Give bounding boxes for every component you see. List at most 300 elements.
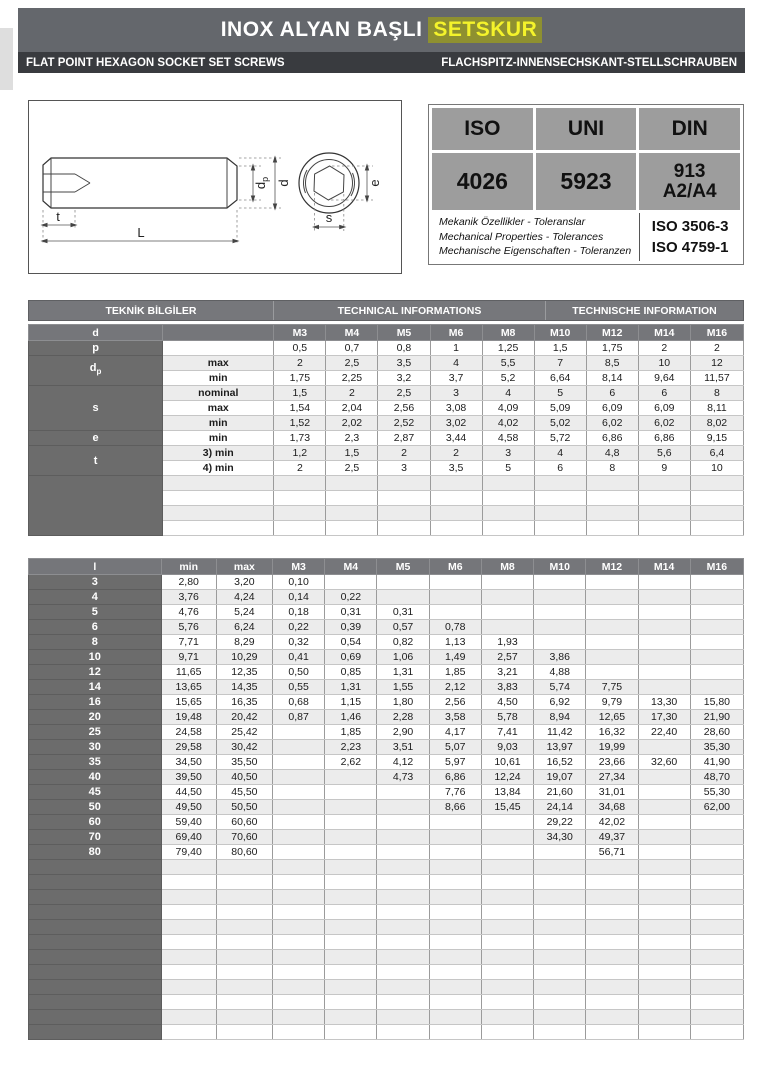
- value-cell: 0,57: [377, 620, 429, 635]
- value-cell: [481, 920, 533, 935]
- value-cell: [274, 521, 326, 536]
- standard-code-uni: 5923: [536, 153, 637, 210]
- set-screw-drawing: [29, 101, 399, 271]
- standard-code-iso: 4026: [432, 153, 533, 210]
- value-cell: [534, 521, 586, 536]
- value-cell: [429, 860, 481, 875]
- value-cell: 9: [638, 461, 690, 476]
- value-cell: 6: [586, 386, 638, 401]
- value-cell: 7,41: [481, 725, 533, 740]
- value-cell: [638, 620, 690, 635]
- din-grade: A2/A4: [662, 180, 717, 202]
- value-cell: [638, 995, 690, 1010]
- min-cell: 79,40: [161, 845, 216, 860]
- min-cell: 3,76: [161, 590, 216, 605]
- max-cell: 45,50: [216, 785, 272, 800]
- min-cell: 11,65: [161, 665, 216, 680]
- length-label: [29, 920, 162, 935]
- e-dimension-label: e: [367, 179, 382, 187]
- subtitle-bar: [18, 52, 745, 73]
- value-cell: 3: [430, 386, 482, 401]
- screw-end-view: [299, 153, 359, 213]
- value-cell: 2: [274, 356, 326, 371]
- value-cell: 5,97: [429, 755, 481, 770]
- max-cell: 40,50: [216, 770, 272, 785]
- value-cell: [161, 965, 216, 980]
- length-label: [29, 905, 162, 920]
- row-label: s: [29, 386, 163, 431]
- value-cell: [161, 1025, 216, 1040]
- length-table-section: [28, 558, 744, 1040]
- value-cell: [481, 845, 533, 860]
- sub-label: [163, 521, 274, 536]
- value-cell: [325, 905, 377, 920]
- length-label: 14: [29, 680, 162, 695]
- value-cell: [586, 995, 638, 1010]
- value-cell: 49,37: [586, 830, 638, 845]
- s-dimension-label: s: [325, 210, 333, 225]
- value-cell: [534, 920, 586, 935]
- din-number: 913: [673, 160, 706, 182]
- max-cell: 50,50: [216, 800, 272, 815]
- value-cell: [586, 605, 638, 620]
- value-cell: 1,85: [429, 665, 481, 680]
- value-cell: [273, 980, 325, 995]
- value-cell: 3: [378, 461, 430, 476]
- value-cell: [216, 860, 272, 875]
- value-cell: [586, 890, 638, 905]
- subtitle-en: FLAT POINT HEXAGON SOCKET SET SCREWS: [26, 56, 285, 69]
- value-cell: 48,70: [690, 770, 743, 785]
- value-cell: [690, 476, 743, 491]
- value-cell: 3,44: [430, 431, 482, 446]
- length-label: [29, 995, 162, 1010]
- value-cell: 4,02: [482, 416, 534, 431]
- value-cell: [690, 1025, 743, 1040]
- value-cell: [325, 920, 377, 935]
- value-cell: 1,31: [377, 665, 429, 680]
- value-cell: 2: [430, 446, 482, 461]
- value-cell: 3,5: [378, 356, 430, 371]
- value-cell: 1,85: [325, 725, 377, 740]
- empty-row: [29, 1010, 744, 1025]
- value-cell: [481, 995, 533, 1010]
- value-cell: [586, 521, 638, 536]
- size-header: M4: [325, 559, 377, 575]
- value-cell: 7,76: [429, 785, 481, 800]
- value-cell: [638, 860, 690, 875]
- value-cell: [216, 1010, 272, 1025]
- length-row: [29, 695, 744, 710]
- value-cell: [429, 845, 481, 860]
- value-cell: [325, 995, 377, 1010]
- value-cell: [377, 950, 429, 965]
- size-header: M12: [586, 559, 638, 575]
- value-cell: 4,58: [482, 431, 534, 446]
- value-cell: 0,18: [273, 605, 325, 620]
- length-label: 35: [29, 755, 162, 770]
- section-title-tr: TEKNİK BİLGİLER: [29, 301, 274, 320]
- value-cell: [690, 1010, 743, 1025]
- min-cell: 44,50: [161, 785, 216, 800]
- value-cell: 6,4: [690, 446, 743, 461]
- value-cell: [638, 491, 690, 506]
- value-cell: 1,73: [274, 431, 326, 446]
- length-row: [29, 725, 744, 740]
- value-cell: 12,24: [481, 770, 533, 785]
- empty-row: [29, 980, 744, 995]
- max-cell: 5,24: [216, 605, 272, 620]
- value-cell: 2,5: [326, 356, 378, 371]
- value-cell: 3,51: [377, 740, 429, 755]
- value-cell: 3,21: [481, 665, 533, 680]
- value-cell: [638, 521, 690, 536]
- value-cell: [586, 860, 638, 875]
- sub-label: min: [163, 416, 274, 431]
- value-cell: 35,30: [690, 740, 743, 755]
- value-cell: [430, 491, 482, 506]
- value-cell: 2,12: [429, 680, 481, 695]
- value-cell: 24,14: [534, 800, 586, 815]
- spec-row: [29, 356, 744, 371]
- length-row: [29, 710, 744, 725]
- length-dimensions: [43, 209, 237, 245]
- value-cell: [273, 800, 325, 815]
- value-cell: [273, 935, 325, 950]
- value-cell: 6,09: [586, 401, 638, 416]
- value-cell: [481, 890, 533, 905]
- value-cell: [534, 491, 586, 506]
- size-header: M16: [690, 559, 743, 575]
- value-cell: [430, 476, 482, 491]
- value-cell: [273, 890, 325, 905]
- value-cell: [638, 605, 690, 620]
- size-header: M10: [534, 325, 586, 341]
- sub-label: 4) min: [163, 461, 274, 476]
- value-cell: [429, 605, 481, 620]
- value-cell: 6,86: [586, 431, 638, 446]
- value-cell: [638, 935, 690, 950]
- value-cell: 15,45: [481, 800, 533, 815]
- value-cell: 3,02: [430, 416, 482, 431]
- value-cell: [586, 650, 638, 665]
- value-cell: 1,25: [482, 341, 534, 356]
- value-cell: 5,5: [482, 356, 534, 371]
- length-label: 25: [29, 725, 162, 740]
- max-cell: 3,20: [216, 575, 272, 590]
- diameter-dimensions: [239, 158, 291, 208]
- value-cell: [429, 1025, 481, 1040]
- value-cell: [378, 476, 430, 491]
- value-cell: 2,56: [429, 695, 481, 710]
- value-cell: 0,31: [377, 605, 429, 620]
- value-cell: 1,5: [326, 446, 378, 461]
- length-label: 50: [29, 800, 162, 815]
- value-cell: 32,60: [638, 755, 690, 770]
- value-cell: [429, 890, 481, 905]
- row-label: p: [29, 341, 163, 356]
- value-cell: 2,3: [326, 431, 378, 446]
- value-cell: [534, 575, 586, 590]
- length-row: [29, 605, 744, 620]
- value-cell: [273, 815, 325, 830]
- technical-drawing: [28, 100, 402, 274]
- value-cell: 5: [534, 386, 586, 401]
- size-header: M3: [274, 325, 326, 341]
- value-cell: 4: [430, 356, 482, 371]
- sub-label: [163, 341, 274, 356]
- value-cell: [586, 590, 638, 605]
- value-cell: [325, 950, 377, 965]
- value-cell: 1,75: [586, 341, 638, 356]
- length-label: 70: [29, 830, 162, 845]
- min-cell: 59,40: [161, 815, 216, 830]
- max-cell: 80,60: [216, 845, 272, 860]
- length-label: [29, 1010, 162, 1025]
- row-label: e: [29, 431, 163, 446]
- value-cell: [429, 590, 481, 605]
- value-cell: 6,02: [586, 416, 638, 431]
- value-cell: [274, 491, 326, 506]
- length-row: [29, 680, 744, 695]
- length-label: [29, 1025, 162, 1040]
- value-cell: 29,22: [534, 815, 586, 830]
- empty-row: [29, 965, 744, 980]
- value-cell: [638, 650, 690, 665]
- size-header: M4: [326, 325, 378, 341]
- value-cell: [325, 845, 377, 860]
- value-cell: [638, 950, 690, 965]
- value-cell: [481, 1025, 533, 1040]
- row-label-subscript: p: [96, 367, 102, 377]
- value-cell: 1,2: [274, 446, 326, 461]
- value-cell: 5,74: [534, 680, 586, 695]
- value-cell: 6,86: [638, 431, 690, 446]
- value-cell: [690, 860, 743, 875]
- value-cell: 1,06: [377, 650, 429, 665]
- value-cell: [377, 1010, 429, 1025]
- value-cell: 8,14: [586, 371, 638, 386]
- value-cell: [377, 920, 429, 935]
- value-cell: 1,75: [274, 371, 326, 386]
- value-cell: [325, 1025, 377, 1040]
- value-cell: [377, 905, 429, 920]
- value-cell: [690, 875, 743, 890]
- value-cell: 0,8: [378, 341, 430, 356]
- min-cell: 49,50: [161, 800, 216, 815]
- value-cell: 1,55: [377, 680, 429, 695]
- max-cell: 14,35: [216, 680, 272, 695]
- corner-label-d: d: [29, 325, 163, 341]
- size-header: M8: [481, 559, 533, 575]
- value-cell: [534, 620, 586, 635]
- value-cell: [534, 506, 586, 521]
- value-cell: [216, 905, 272, 920]
- spec-row: [29, 431, 744, 446]
- value-cell: [325, 770, 377, 785]
- value-cell: [534, 635, 586, 650]
- length-label: 4: [29, 590, 162, 605]
- value-cell: [534, 476, 586, 491]
- value-cell: [690, 665, 743, 680]
- size-header: M3: [273, 559, 325, 575]
- value-cell: [273, 950, 325, 965]
- value-cell: [377, 875, 429, 890]
- t-dimension-label: t: [56, 209, 60, 224]
- value-cell: 41,90: [690, 755, 743, 770]
- value-cell: 13,30: [638, 695, 690, 710]
- value-cell: [638, 920, 690, 935]
- value-cell: 0,7: [326, 341, 378, 356]
- value-cell: 7: [534, 356, 586, 371]
- min-cell: 34,50: [161, 755, 216, 770]
- value-cell: [377, 1025, 429, 1040]
- empty-row: [29, 875, 744, 890]
- value-cell: 2,5: [326, 461, 378, 476]
- value-cell: [273, 755, 325, 770]
- value-cell: [638, 770, 690, 785]
- value-cell: [273, 1025, 325, 1040]
- value-cell: [273, 995, 325, 1010]
- value-cell: [586, 575, 638, 590]
- value-cell: 8,02: [690, 416, 743, 431]
- value-cell: [161, 905, 216, 920]
- value-cell: [377, 890, 429, 905]
- value-cell: [377, 845, 429, 860]
- value-cell: 56,71: [586, 845, 638, 860]
- title-text: INOX ALYAN BAŞLI: [220, 18, 423, 41]
- value-cell: 4,50: [481, 695, 533, 710]
- value-cell: [638, 830, 690, 845]
- value-cell: [482, 476, 534, 491]
- empty-row: [29, 920, 744, 935]
- value-cell: [690, 980, 743, 995]
- value-cell: [638, 575, 690, 590]
- value-cell: [326, 521, 378, 536]
- value-cell: [638, 506, 690, 521]
- empty-row: [29, 950, 744, 965]
- empty-row: [29, 995, 744, 1010]
- value-cell: [638, 590, 690, 605]
- value-cell: [377, 590, 429, 605]
- value-cell: 2,23: [325, 740, 377, 755]
- value-cell: 8,66: [429, 800, 481, 815]
- length-label: [29, 860, 162, 875]
- length-label: 45: [29, 785, 162, 800]
- iso-ref-1: ISO 3506-3: [651, 218, 729, 235]
- value-cell: [534, 950, 586, 965]
- value-cell: [325, 785, 377, 800]
- value-cell: [690, 521, 743, 536]
- value-cell: [638, 785, 690, 800]
- value-cell: [690, 605, 743, 620]
- value-cell: [586, 635, 638, 650]
- value-cell: 55,30: [690, 785, 743, 800]
- value-cell: [534, 980, 586, 995]
- value-cell: 9,03: [481, 740, 533, 755]
- tolerance-col-header: min: [161, 559, 216, 575]
- value-cell: 2,56: [378, 401, 430, 416]
- length-label: [29, 950, 162, 965]
- length-row: [29, 830, 744, 845]
- min-cell: 69,40: [161, 830, 216, 845]
- max-cell: 6,24: [216, 620, 272, 635]
- value-cell: [273, 725, 325, 740]
- value-cell: [325, 815, 377, 830]
- value-cell: 0,82: [377, 635, 429, 650]
- value-cell: 22,40: [638, 725, 690, 740]
- value-cell: [586, 950, 638, 965]
- min-cell: 9,71: [161, 650, 216, 665]
- max-cell: 8,29: [216, 635, 272, 650]
- value-cell: [161, 1010, 216, 1025]
- value-cell: [586, 875, 638, 890]
- sub-label: [163, 506, 274, 521]
- value-cell: 6,09: [638, 401, 690, 416]
- value-cell: 2,04: [326, 401, 378, 416]
- row-label: t: [29, 446, 163, 476]
- value-cell: 3,2: [378, 371, 430, 386]
- value-cell: 9,64: [638, 371, 690, 386]
- sub-label: [163, 476, 274, 491]
- value-cell: 7,75: [586, 680, 638, 695]
- value-cell: [586, 980, 638, 995]
- length-label: [29, 935, 162, 950]
- value-cell: [534, 935, 586, 950]
- value-cell: [534, 1025, 586, 1040]
- value-cell: 1,49: [429, 650, 481, 665]
- length-label: 5: [29, 605, 162, 620]
- value-cell: [690, 905, 743, 920]
- value-cell: [325, 800, 377, 815]
- value-cell: [429, 575, 481, 590]
- value-cell: [216, 965, 272, 980]
- value-cell: [690, 950, 743, 965]
- value-cell: 13,97: [534, 740, 586, 755]
- value-cell: [482, 491, 534, 506]
- value-cell: 11,42: [534, 725, 586, 740]
- value-cell: 2,28: [377, 710, 429, 725]
- end-view-dimensions: [314, 166, 382, 231]
- title-highlight: SETSKUR: [428, 17, 542, 43]
- value-cell: 15,80: [690, 695, 743, 710]
- sub-label: max: [163, 356, 274, 371]
- note-de: Mechanische Eigenschaften - Toleranzen: [439, 245, 632, 258]
- value-cell: 0,85: [325, 665, 377, 680]
- mechanical-properties-notes: [432, 213, 636, 261]
- value-cell: 1,46: [325, 710, 377, 725]
- size-header: M6: [430, 325, 482, 341]
- value-cell: [586, 506, 638, 521]
- value-cell: [638, 680, 690, 695]
- length-label: 60: [29, 815, 162, 830]
- value-cell: 1,52: [274, 416, 326, 431]
- standard-code-din: [639, 153, 740, 210]
- value-cell: [377, 830, 429, 845]
- value-cell: 6: [638, 386, 690, 401]
- header-blank: [163, 325, 274, 341]
- value-cell: [429, 935, 481, 950]
- value-cell: [534, 965, 586, 980]
- max-cell: 25,42: [216, 725, 272, 740]
- value-cell: 0,87: [273, 710, 325, 725]
- sub-label: min: [163, 371, 274, 386]
- value-cell: 19,07: [534, 770, 586, 785]
- size-header: M5: [378, 325, 430, 341]
- min-cell: 7,71: [161, 635, 216, 650]
- value-cell: [481, 590, 533, 605]
- d-dimension-label: d: [276, 179, 291, 187]
